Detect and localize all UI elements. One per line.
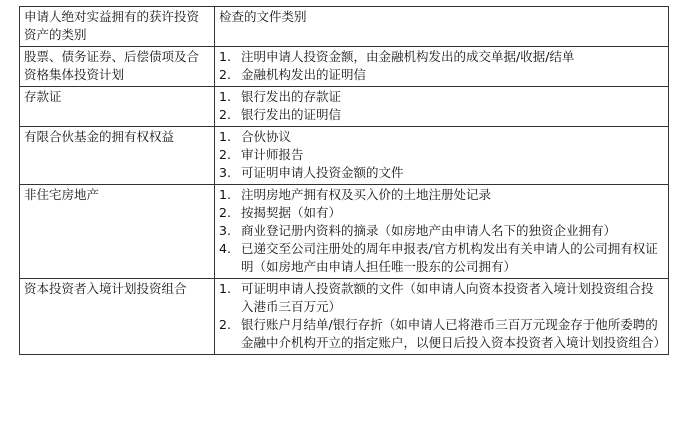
list-item	[219, 106, 665, 124]
list-item	[219, 128, 665, 146]
table-row	[20, 185, 669, 279]
asset-category-cell: 资本投资者入境计划投资组合	[20, 279, 215, 355]
list-item	[219, 186, 665, 204]
document-list-cell	[215, 47, 669, 87]
item-number: 2.	[219, 317, 231, 332]
list-item	[219, 146, 665, 164]
header-row	[20, 7, 669, 47]
item-number: 2.	[219, 67, 231, 82]
item-number: 1.	[219, 49, 231, 64]
list-item	[219, 280, 665, 316]
list-item	[219, 316, 665, 352]
table-row	[20, 127, 669, 185]
item-number: 3.	[219, 223, 231, 238]
list-item	[219, 164, 665, 182]
item-text: 按揭契据（如有）	[241, 205, 342, 220]
list-item	[219, 240, 665, 276]
header-document-category: 检查的文件类别	[215, 7, 669, 47]
item-text: 银行发出的存款证	[241, 89, 342, 104]
asset-category-cell: 非住宅房地产	[20, 185, 215, 279]
item-text: 银行发出的证明信	[241, 107, 342, 122]
document-table	[19, 6, 669, 355]
document-list-cell	[215, 185, 669, 279]
item-text: 审计师报告	[241, 147, 304, 162]
item-number: 1.	[219, 129, 231, 144]
document-list-cell	[215, 279, 669, 355]
asset-category-cell: 有限合伙基金的拥有权权益	[20, 127, 215, 185]
table-row	[20, 279, 669, 355]
asset-category-cell: 股票、债务证券、后偿债项及合资格集体投资计划	[20, 47, 215, 87]
asset-category-cell: 存款证	[20, 87, 215, 127]
item-number: 1.	[219, 281, 231, 296]
list-item	[219, 66, 665, 84]
item-text: 可证明申请人投资金额的文件	[241, 165, 404, 180]
item-number: 2.	[219, 205, 231, 220]
item-number: 3.	[219, 165, 231, 180]
list-item	[219, 48, 665, 66]
item-number: 2.	[219, 107, 231, 122]
item-number: 4.	[219, 241, 231, 256]
list-item	[219, 204, 665, 222]
header-asset-category: 申请人绝对实益拥有的获许投资资产的类别	[20, 7, 215, 47]
item-text: 已递交至公司注册处的周年申报表/官方机构发出有关申请人的公司拥有权证明（如房地产由申请人担任唯一股东的公司拥有）	[241, 241, 658, 274]
item-text: 合伙协议	[241, 129, 292, 144]
item-number: 1.	[219, 187, 231, 202]
item-text: 金融机构发出的证明信	[241, 67, 367, 82]
list-item	[219, 222, 665, 240]
item-number: 2.	[219, 147, 231, 162]
document-list-cell	[215, 87, 669, 127]
item-text: 银行账户月结单/银行存折（如申请人已将港币三百万元现金存于他所委聘的金融中介机构开立的指定账户，以便日后投入资本投资者入境计划投资组合）	[241, 317, 667, 350]
table-row	[20, 87, 669, 127]
document-list-cell	[215, 127, 669, 185]
item-text: 商业登记册内资料的摘录（如房地产由申请人名下的独资企业拥有）	[241, 223, 617, 238]
list-item	[219, 88, 665, 106]
table-row	[20, 47, 669, 87]
item-text: 注明房地产拥有权及买入价的土地注册处记录	[241, 187, 492, 202]
item-text: 可证明申请人投资款额的文件（如申请人向资本投资者入境计划投资组合投入港币三百万元）	[241, 281, 654, 314]
item-number: 1.	[219, 89, 231, 104]
item-text: 注明申请人投资金额，由金融机构发出的成交单据/收据/结单	[241, 49, 575, 64]
